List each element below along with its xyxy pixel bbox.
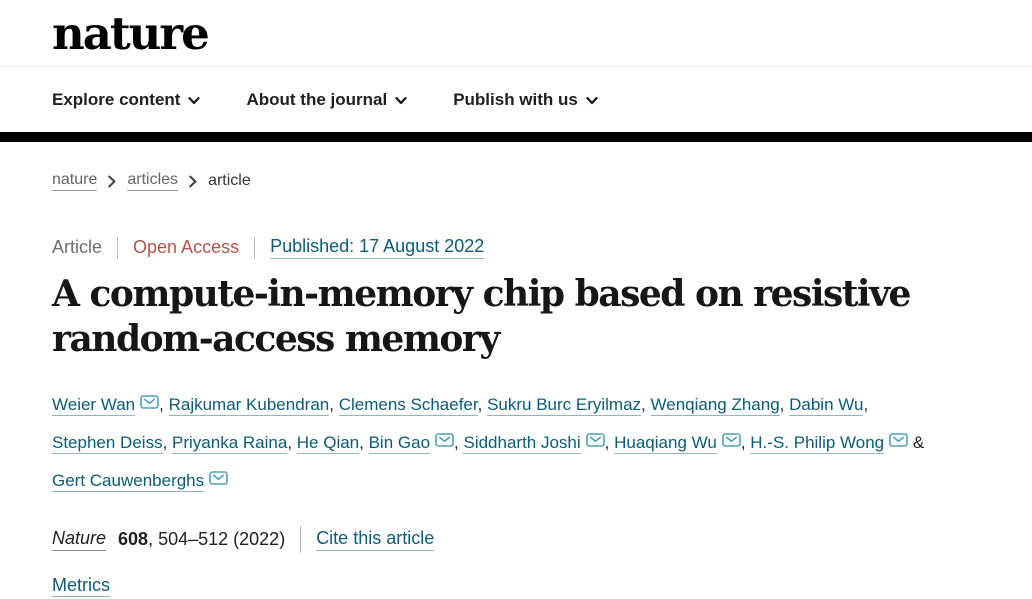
divider <box>254 237 255 259</box>
chevron-down-icon <box>586 97 598 105</box>
author-link[interactable]: Gert Cauwenberghs <box>52 471 205 490</box>
citation-row <box>52 526 987 553</box>
nav-item-about-the-journal[interactable] <box>246 90 407 110</box>
article-page <box>0 142 1032 596</box>
masthead <box>0 0 1032 67</box>
author-link[interactable]: Huaqiang Wu <box>614 433 717 452</box>
authors-list: Weier Wan , Rajkumar Kubendran, Clemens Schaefer, Sukru Burc Eryilmaz, Wenqiang Zhang, Dabin Wu, Stephen Deiss, Priyanka Raina, He Qian, Bin Gao , Siddharth Joshi , Huaqiang Wu , H.-S. Philip Wong & Gert Cauwenberghs <box>52 395 925 490</box>
article-type-label: Article <box>52 237 103 257</box>
author-link[interactable]: Wenqiang Zhang <box>650 395 780 414</box>
metrics-row <box>52 575 987 596</box>
open-access-label: Open Access <box>133 237 240 257</box>
metrics-link[interactable]: Metrics <box>52 575 110 595</box>
divider <box>117 237 118 259</box>
author-link[interactable]: Clemens Schaefer <box>338 395 478 414</box>
chevron-right-icon <box>108 175 116 188</box>
citation-volume: 608 <box>118 529 149 549</box>
envelope-icon[interactable] <box>435 433 454 447</box>
author-link[interactable]: Dabin Wu <box>789 395 864 414</box>
nav-item-label: Publish with us <box>453 89 578 109</box>
author-link[interactable]: H.-S. Philip Wong <box>750 433 885 452</box>
nav-item-explore-content[interactable] <box>52 90 200 110</box>
authors-ampersand: & <box>908 433 925 452</box>
author-link[interactable]: Rajkumar Kubendran <box>168 395 330 414</box>
article-meta-row <box>52 236 987 259</box>
citation-pages: , 504–512 (2022) <box>148 529 286 549</box>
nav-item-publish-with-us[interactable] <box>453 90 598 110</box>
breadcrumb-current-article: article <box>208 172 251 189</box>
divider <box>300 526 301 553</box>
envelope-icon[interactable] <box>722 433 741 447</box>
author-link[interactable]: Sukru Burc Eryilmaz <box>487 395 642 414</box>
author-link[interactable]: Siddharth Joshi <box>463 433 581 452</box>
page-title: A compute-in-memory chip based on resistive random-access memory <box>52 273 910 360</box>
breadcrumb-link-nature[interactable]: nature <box>52 171 97 191</box>
cite-this-article-link[interactable]: Cite this article <box>316 528 434 551</box>
author-link[interactable]: He Qian <box>296 433 360 452</box>
main-nav <box>0 67 1032 132</box>
journal-link[interactable]: Nature <box>52 528 106 551</box>
author-link[interactable]: Bin Gao <box>368 433 431 452</box>
header-rule <box>0 132 1032 142</box>
breadcrumb <box>52 171 987 191</box>
nav-item-label: About the journal <box>246 89 388 109</box>
published-date-link[interactable]: Published: 17 August 2022 <box>270 236 484 259</box>
author-link[interactable]: Stephen Deiss <box>52 433 163 452</box>
author-link[interactable]: Weier Wan <box>52 395 136 414</box>
nature-logo[interactable]: nature <box>52 6 208 60</box>
envelope-icon[interactable] <box>209 471 228 485</box>
envelope-icon[interactable] <box>140 395 159 409</box>
breadcrumb-link-articles[interactable]: articles <box>127 171 178 191</box>
nav-item-label: Explore content <box>52 89 181 109</box>
author-link[interactable]: Priyanka Raina <box>172 433 288 452</box>
chevron-down-icon <box>188 97 200 105</box>
envelope-icon[interactable] <box>889 433 908 447</box>
chevron-down-icon <box>395 97 407 105</box>
envelope-icon[interactable] <box>586 433 605 447</box>
chevron-right-icon <box>189 175 197 188</box>
